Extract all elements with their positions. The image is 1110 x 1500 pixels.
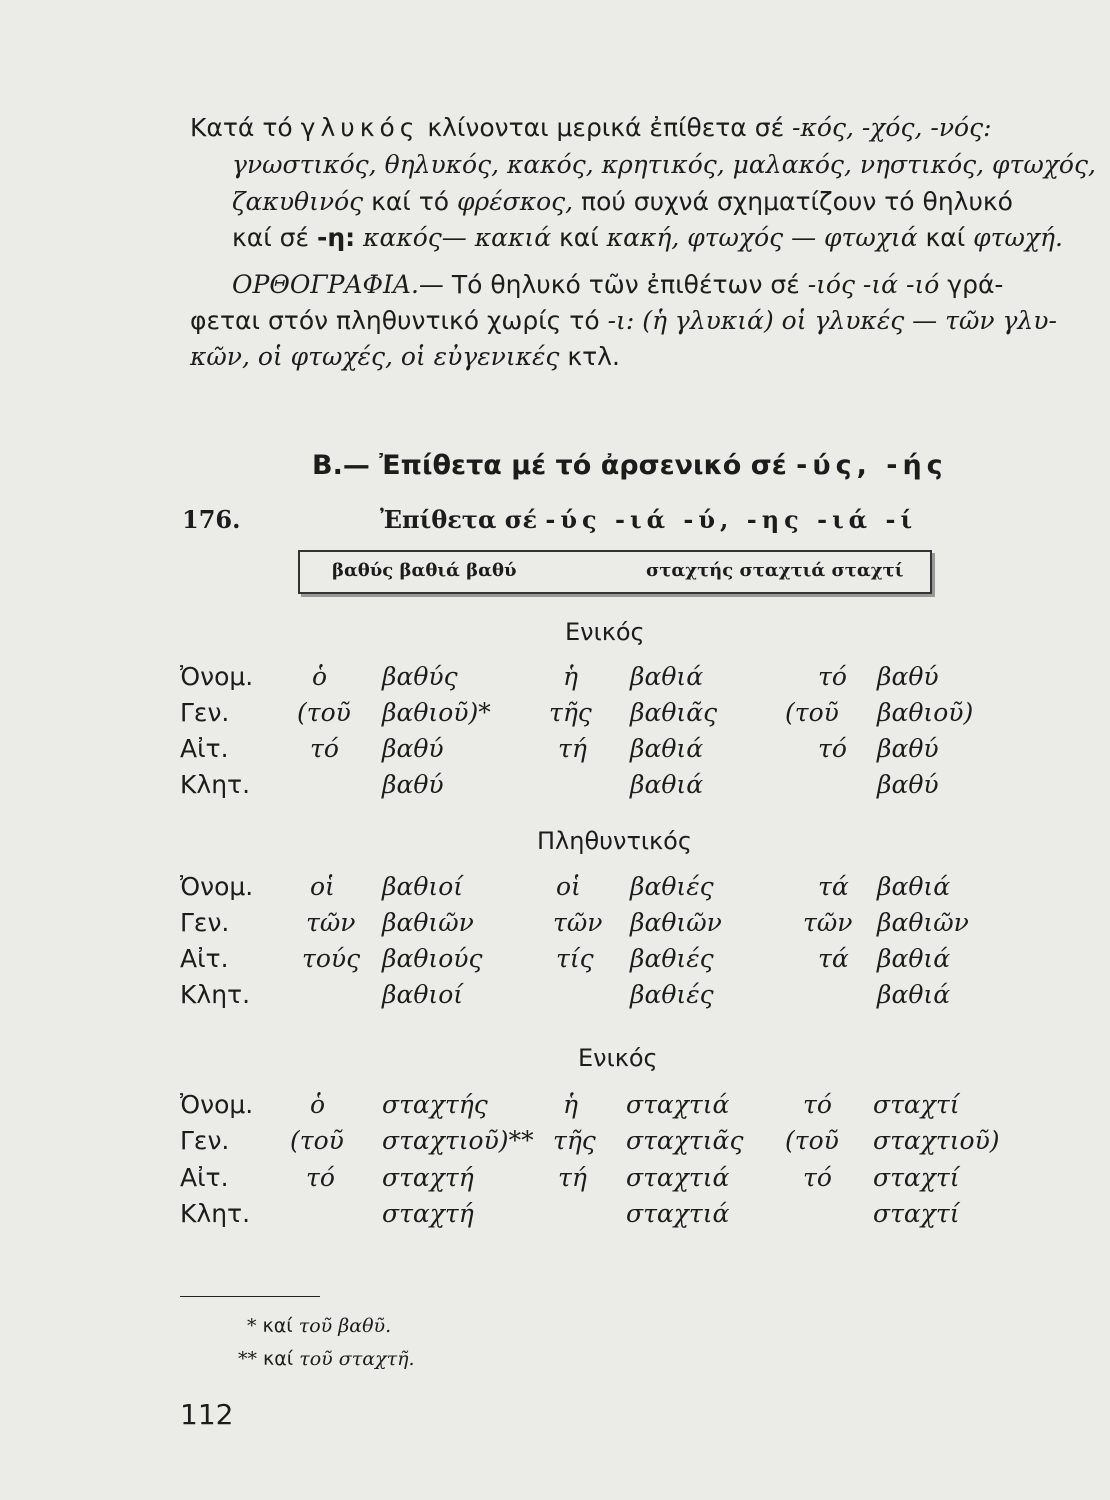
- text: καί τό: [363, 187, 458, 216]
- form: σταχτιά: [626, 1090, 730, 1119]
- para1-line3: [232, 187, 1013, 217]
- orthography-label: ΟΡΘΟΓΡΑΦΙΑ.: [232, 270, 419, 299]
- form: σταχτή: [382, 1163, 474, 1192]
- form: βαθιοί: [382, 980, 464, 1009]
- case-label: Γεν.: [180, 908, 230, 937]
- form: σταχτιά: [626, 1163, 730, 1192]
- article: τό: [818, 662, 847, 691]
- form: βαθύς: [382, 662, 458, 691]
- text: Κατά τό: [190, 113, 301, 142]
- italic-text: φτωχή.: [973, 223, 1063, 252]
- article: τῶν: [306, 908, 356, 937]
- form: βαθιές: [630, 980, 714, 1009]
- form: σταχτιᾶς: [626, 1126, 744, 1155]
- form: βαθύ: [382, 770, 444, 799]
- form: βαθιῶν: [382, 908, 474, 937]
- section-plural: Πληθυντικός: [537, 827, 692, 855]
- para2-line3: [190, 342, 620, 372]
- case-label: Ὀνομ.: [180, 1090, 254, 1119]
- page-number: 112: [180, 1398, 234, 1431]
- case-label: Ὀνομ.: [180, 662, 254, 691]
- italic-text: ζακυθινός: [232, 187, 364, 216]
- form: σταχτί: [873, 1163, 960, 1192]
- text: γρά-: [939, 270, 1004, 299]
- article: (τοῦ: [290, 1126, 344, 1155]
- heading-text: B.— Ἐπίθετα μέ τό ἀρσενικό σέ: [312, 450, 797, 481]
- footnote-2: [238, 1348, 415, 1370]
- form: βαθύ: [877, 770, 939, 799]
- form: βαθιές: [630, 872, 714, 901]
- article: (τοῦ: [785, 1126, 839, 1155]
- form: βαθιοῦ)*: [382, 698, 491, 727]
- form: βαθιά: [630, 734, 704, 763]
- text: φεται στόν πληθυντικό χωρίς τό: [190, 306, 608, 335]
- italic-text: -ι: (ἡ γλυκιά) οἱ γλυκές — τῶν γλυ-: [607, 306, 1057, 335]
- text: καί: [256, 1315, 299, 1337]
- form: βαθιούς: [382, 944, 483, 973]
- form: σταχτί: [873, 1090, 960, 1119]
- para1-line1: [190, 113, 992, 143]
- article: τό: [306, 1163, 335, 1192]
- italic-text: φρέσκος,: [457, 187, 574, 216]
- footnote-rule: [180, 1296, 320, 1297]
- paradigm-box: [298, 550, 932, 594]
- form: βαθιά: [630, 770, 704, 799]
- section-singular-1: Ενικός: [565, 618, 645, 646]
- box-right-forms: σταχτής σταχτιά σταχτί: [646, 560, 904, 581]
- case-label: Αἰτ.: [180, 944, 229, 973]
- article: τό: [310, 734, 339, 763]
- article: τῶν: [553, 908, 603, 937]
- text: πού συχνά σχηματίζουν τό θηλυκό: [573, 187, 1013, 216]
- article: τή: [558, 734, 587, 763]
- form: σταχτιοῦ)**: [382, 1126, 534, 1155]
- article: ὁ: [312, 662, 328, 691]
- text: καί: [551, 223, 607, 252]
- para2-line1: [232, 270, 1003, 300]
- form: σταχτή: [382, 1199, 474, 1228]
- bold-suffix: -η:: [316, 223, 356, 252]
- form: βαθύ: [877, 662, 939, 691]
- form: βαθιοί: [382, 872, 464, 901]
- subheading: [380, 505, 917, 534]
- article: οἱ: [310, 872, 335, 901]
- subheading-text: Ἐπίθετα σέ: [380, 505, 546, 534]
- form: βαθιά: [877, 872, 951, 901]
- subheading-suffixes: -ύς -ιά -ύ, -ης -ιά -ί: [545, 505, 918, 534]
- form: βαθιά: [877, 980, 951, 1009]
- case-label: Κλητ.: [180, 1199, 251, 1228]
- para1-line4: [232, 223, 1063, 253]
- text: καί σέ: [232, 223, 317, 252]
- form: σταχτής: [382, 1090, 488, 1119]
- case-label: Αἰτ.: [180, 734, 229, 763]
- article: τό: [803, 1163, 832, 1192]
- italic-text: -κός, -χός, -νός:: [792, 113, 992, 142]
- box-left-forms: βαθύς βαθιά βαθύ: [332, 560, 517, 581]
- form: βαθύ: [382, 734, 444, 763]
- form: βαθιά: [630, 662, 704, 691]
- article: ἡ: [563, 662, 578, 691]
- italic-text: κῶν, οἱ φτωχές, οἱ εὐγενικές: [190, 342, 560, 371]
- case-label: Γεν.: [180, 1126, 230, 1155]
- form: σταχτιοῦ): [873, 1126, 1000, 1155]
- form: βαθιᾶς: [630, 698, 718, 727]
- article: (τοῦ: [297, 698, 351, 727]
- section-singular-2: Ενικός: [578, 1044, 658, 1072]
- heading-suffixes: -ύς, -ής: [796, 450, 948, 481]
- italic-text: κακός— κακιά: [355, 223, 552, 252]
- article: τῆς: [549, 698, 592, 727]
- case-label: Κλητ.: [180, 770, 251, 799]
- case-label: Γεν.: [180, 698, 230, 727]
- article: οἱ: [556, 872, 581, 901]
- form: βαθιοῦ): [877, 698, 974, 727]
- text: κλίνονται μερικά ἐπίθετα σέ: [419, 113, 793, 142]
- italic-text: -ιός -ιά -ιό: [807, 270, 940, 299]
- text: καί: [257, 1348, 300, 1370]
- para1-line2: γνωστικός, θηλυκός, κακός, κρητικός, μαλακός, νηστικός, φτωχός,: [232, 150, 1096, 179]
- article: τίς: [556, 944, 594, 973]
- form: σταχτί: [873, 1199, 960, 1228]
- italic-text: τοῦ βαθῦ.: [298, 1315, 392, 1337]
- form: βαθιά: [877, 944, 951, 973]
- article: τῆς: [553, 1126, 596, 1155]
- case-label: Ὀνομ.: [180, 872, 254, 901]
- section-heading: [312, 450, 948, 481]
- article: (τοῦ: [785, 698, 839, 727]
- article: τό: [803, 1090, 832, 1119]
- paragraph-number: 176.: [182, 505, 241, 534]
- footnote-mark: *: [247, 1315, 257, 1337]
- case-label: Αἰτ.: [180, 1163, 229, 1192]
- case-label: Κλητ.: [180, 980, 251, 1009]
- italic-text: κακή, φτωχός — φτωχιά: [606, 223, 918, 252]
- article: τά: [818, 944, 849, 973]
- article: τά: [818, 872, 849, 901]
- form: βαθιῶν: [877, 908, 969, 937]
- form: σταχτιά: [626, 1199, 730, 1228]
- article: τό: [818, 734, 847, 763]
- text: κτλ.: [559, 342, 620, 371]
- form: βαθιῶν: [630, 908, 722, 937]
- article: τούς: [302, 944, 361, 973]
- form: βαθιές: [630, 944, 714, 973]
- footnote-mark: **: [238, 1348, 257, 1370]
- article: τῶν: [803, 908, 853, 937]
- article: ἡ: [563, 1090, 578, 1119]
- text: — Τό θηλυκό τῶν ἐπιθέτων σέ: [418, 270, 808, 299]
- para2-line2: [190, 306, 1057, 336]
- text: καί: [917, 223, 974, 252]
- article: ὁ: [310, 1090, 326, 1119]
- footnote-1: [247, 1315, 391, 1337]
- form: βαθύ: [877, 734, 939, 763]
- italic-text: τοῦ σταχτῆ.: [299, 1348, 415, 1370]
- article: τή: [558, 1163, 587, 1192]
- spaced-word: γλυκός: [300, 113, 420, 142]
